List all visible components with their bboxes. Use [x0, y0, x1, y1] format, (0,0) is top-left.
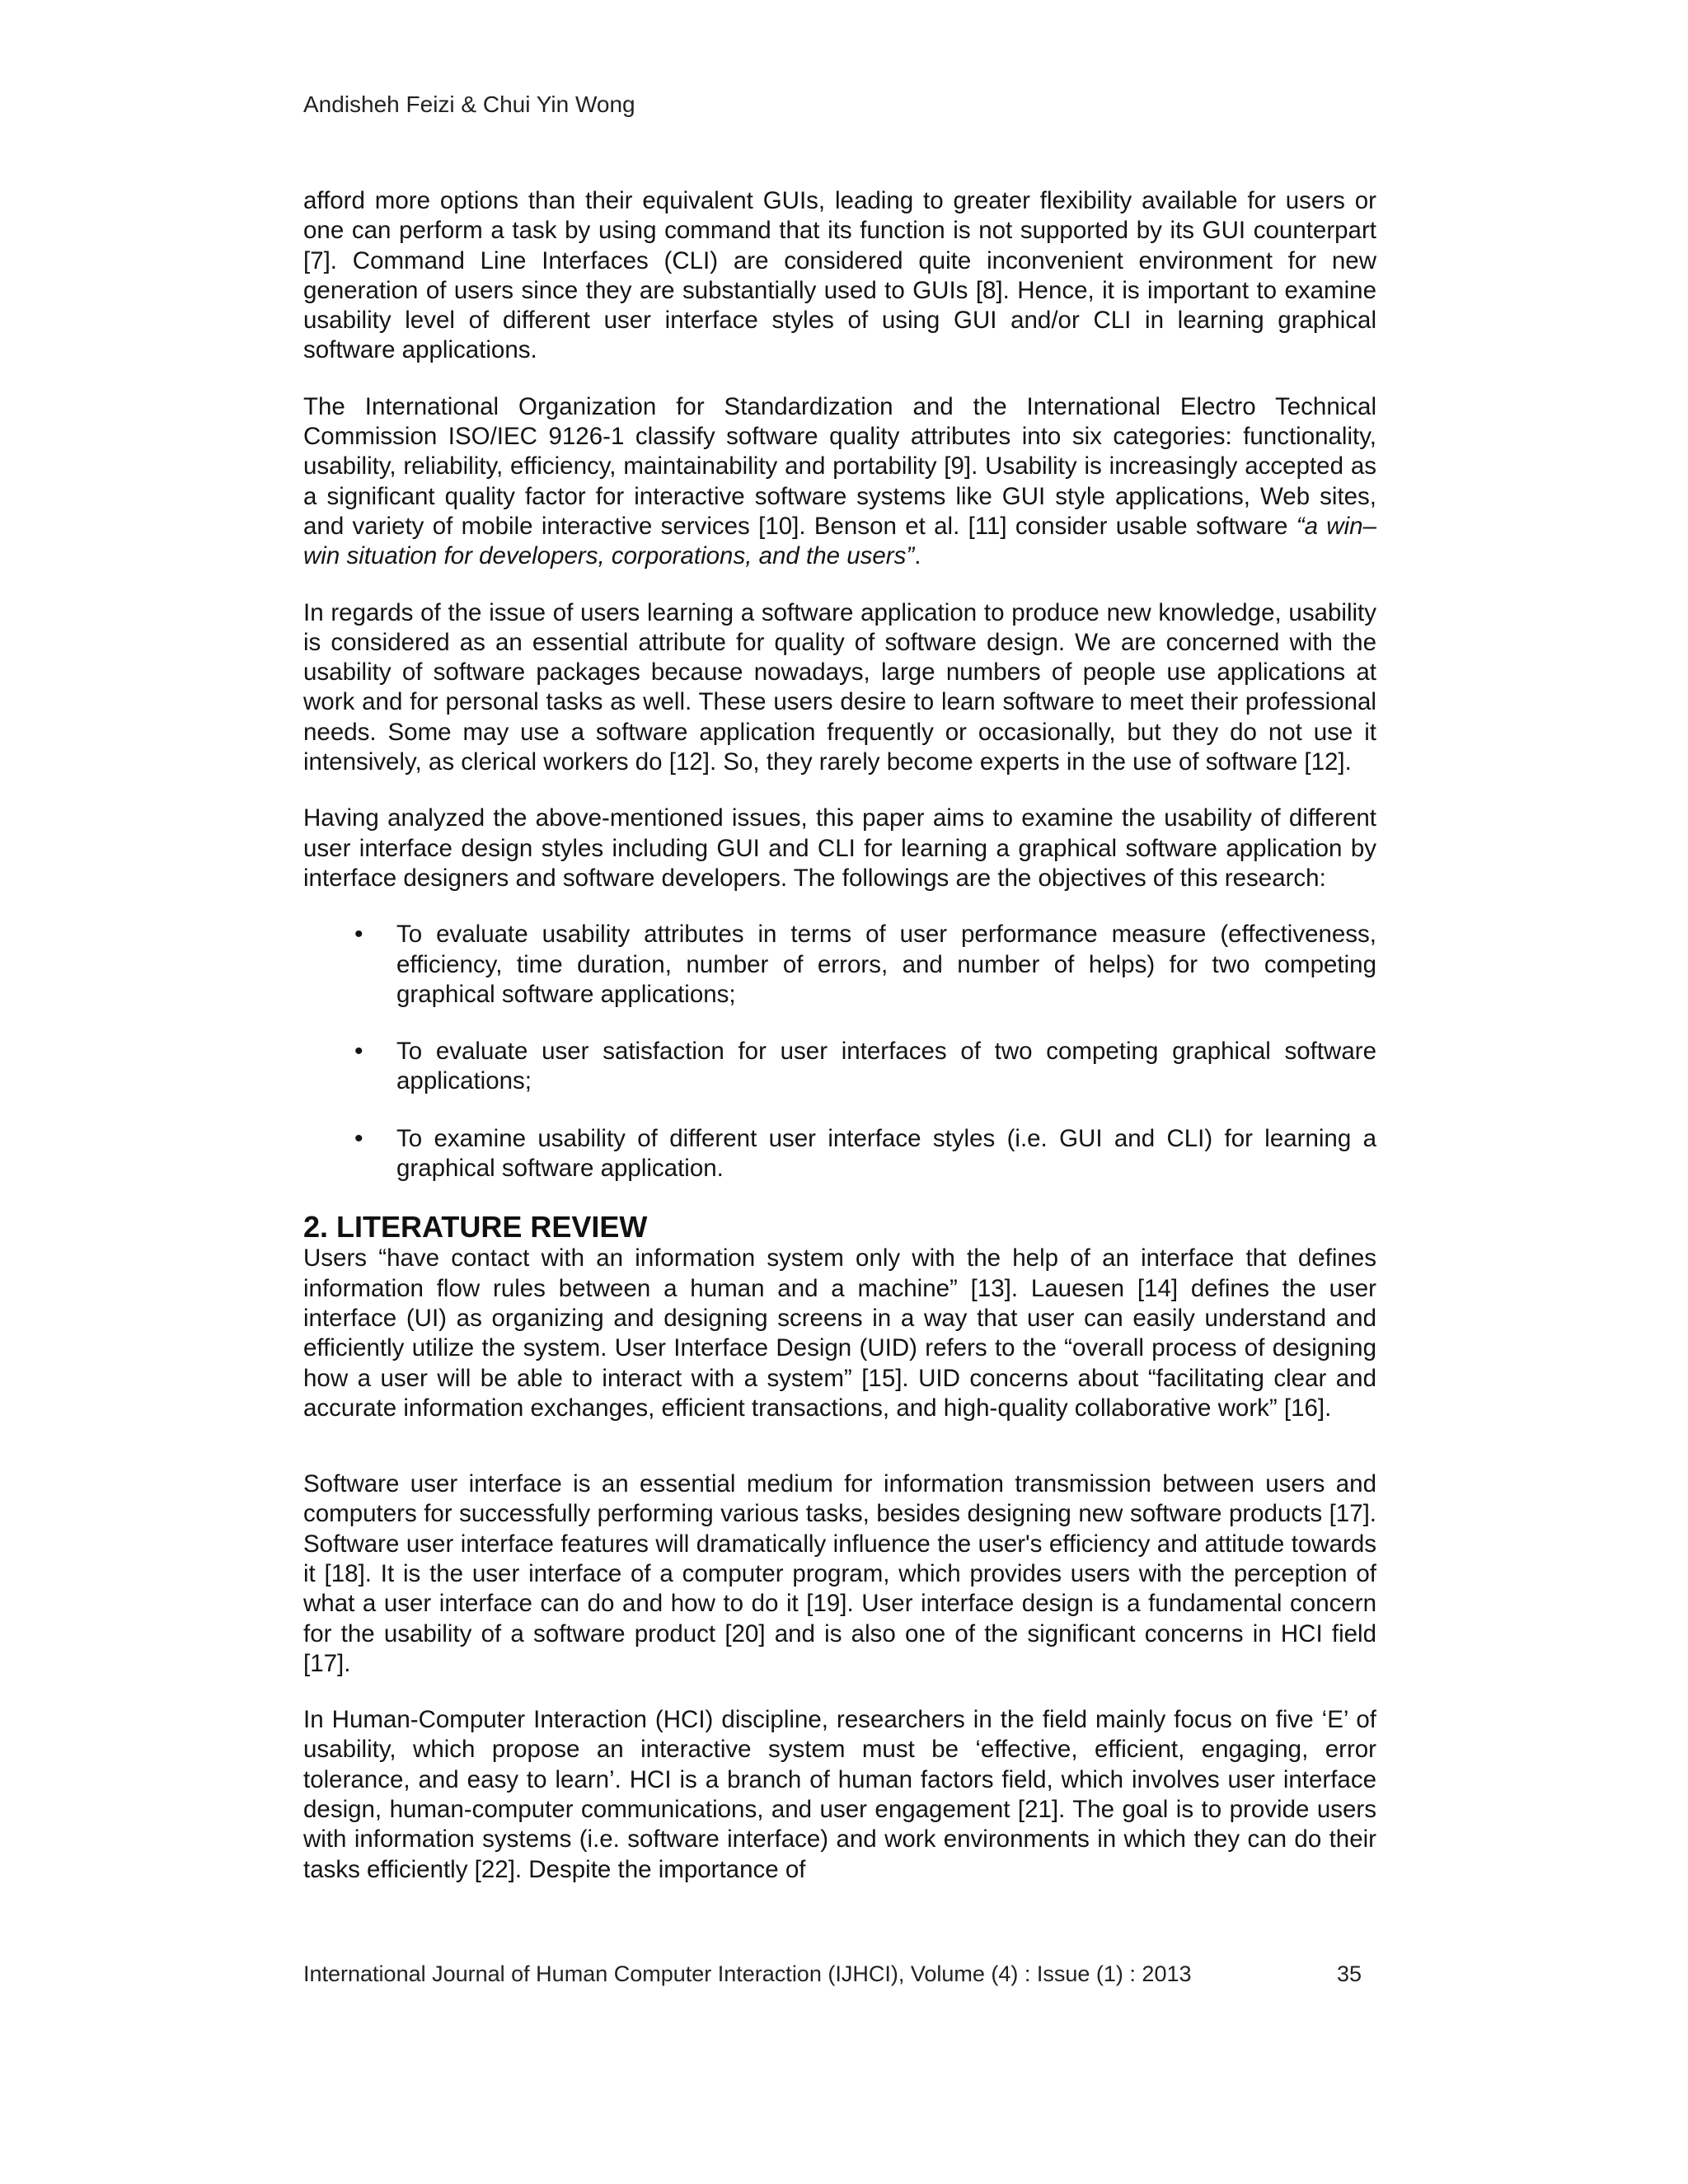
bullet-icon: • [354, 1124, 363, 1152]
paragraph-iso-quality [303, 392, 1376, 572]
objective-item [303, 1124, 1376, 1184]
running-foot [303, 1960, 1376, 1988]
paragraph-software-ui: Software user interface is an essential medium for information transmission between users and computers for successfully performing various tasks, besides designing new software products [17]. Software user interface features will dramatically influence the user's efficiency and attitude towards it [18]. It is the user interface of a computer program, which provides users with the perception of what a user interface can do and how to do it [19]. User interface design is a fundamental concern for the usability of a software product [20] and is also one of the significant concerns in HCI field [17]. [303, 1470, 1376, 1677]
body-text [303, 186, 1376, 1911]
paragraph-iso-quality-text: The International Organization for Standardization and the International Electro Technical Commission ISO/IEC 9126-1 classify software quality attributes into six categories: functionality, usability, reliability, efficiency, maintainability and portability [9]. Usability is increasingly accepted as a significant quality factor for interactive software systems like GUI style applications, Web sites, and variety of mobile interactive services [10]. Benson et al. [11] consider usable software [303, 392, 1376, 540]
paragraph-paper-aims: Having analyzed the above-mentioned issues, this paper aims to examine the usability of different user interface design styles including GUI and CLI for learning a graphical software application by interface designers and software developers. The followings are the objectives of this research: [303, 804, 1376, 892]
paragraph-hci-discipline: In Human-Computer Interaction (HCI) discipline, researchers in the field mainly focus on five ‘E’ of usability, which propose an interactive system must be ‘effective, efficient, engaging, error tolerance, and easy to learn’. HCI is a branch of human factors field, which involves user interface design, human-computer communications, and user engagement [21]. The goal is to provide users with information systems (i.e. software interface) and work environments in which they can do their tasks efficiently [22]. Despite the importance of [303, 1706, 1376, 1883]
section-heading-literature-review: 2. LITERATURE REVIEW [303, 1210, 648, 1244]
paper-page [303, 0, 1376, 2184]
journal-citation: International Journal of Human Computer Interaction (IJHCI), Volume (4) : Issue (1) : 2013 [303, 1961, 1192, 1986]
objective-item [303, 1037, 1376, 1097]
paragraph-ui-definition: Users “have contact with an information system only with the help of an interface that defines information flow rules between a human and a machine” [13]. Lauesen [14] defines the user interface (UI) as organizing and designing screens in a way that user can easily understand and efficiently utilize the system. User Interface Design (UID) refers to the “overall process of designing how a user will be able to interact with a system” [15]. UID concerns about “facilitating clear and accurate information exchanges, efficient transactions, and high-quality collaborative work” [16]. [303, 1244, 1376, 1422]
objective-text: To examine usability of different user interface styles (i.e. GUI and CLI) for learning a graphical software application. [396, 1124, 1376, 1183]
paragraph-iso-quality-end: . [914, 542, 921, 570]
bullet-icon: • [354, 921, 363, 949]
page-number: 35 [1336, 1961, 1362, 1986]
objectives-list [303, 920, 1376, 1183]
paragraph-gui-cli-intro: afford more options than their equivalent GUIs, leading to greater flexibility available for users or one can perform a task by using command that its function is not supported by its GUI counterpart [7]. Command Line Interfaces (CLI) are considered quite inconvenient environment for new generation of users since they are substantially used to GUIs [8]. Hence, it is important to examine usability level of different user interface styles of using GUI and/or CLI in learning graphical software applications. [303, 187, 1376, 364]
running-head-authors: Andisheh Feizi & Chui Yin Wong [303, 91, 635, 117]
bullet-icon: • [354, 1038, 363, 1066]
paragraph-users-learning: In regards of the issue of users learning a software application to produce new knowledge, usability is considered as an essential attribute for quality of software design. We are concerned with the usability of software packages because nowadays, large numbers of people use applications at work and for personal tasks as well. These users desire to learn software to meet their professional needs. Some may use a software application frequently or occasionally, but they do not use it intensively, as clerical workers do [12]. So, they rarely become experts in the use of software [12]. [303, 598, 1376, 776]
objective-item [303, 920, 1376, 1010]
paragraph-iso-quality-quote: “a win–win situation for developers, corporations, and the users” [303, 512, 1376, 570]
objective-text: To evaluate usability attributes in terms of user performance measure (effectiveness, efficiency, time duration, number of errors, and number of helps) for two competing graphical software applications; [396, 921, 1376, 1008]
objective-text: To evaluate user satisfaction for user interfaces of two competing graphical software applications; [396, 1038, 1376, 1095]
